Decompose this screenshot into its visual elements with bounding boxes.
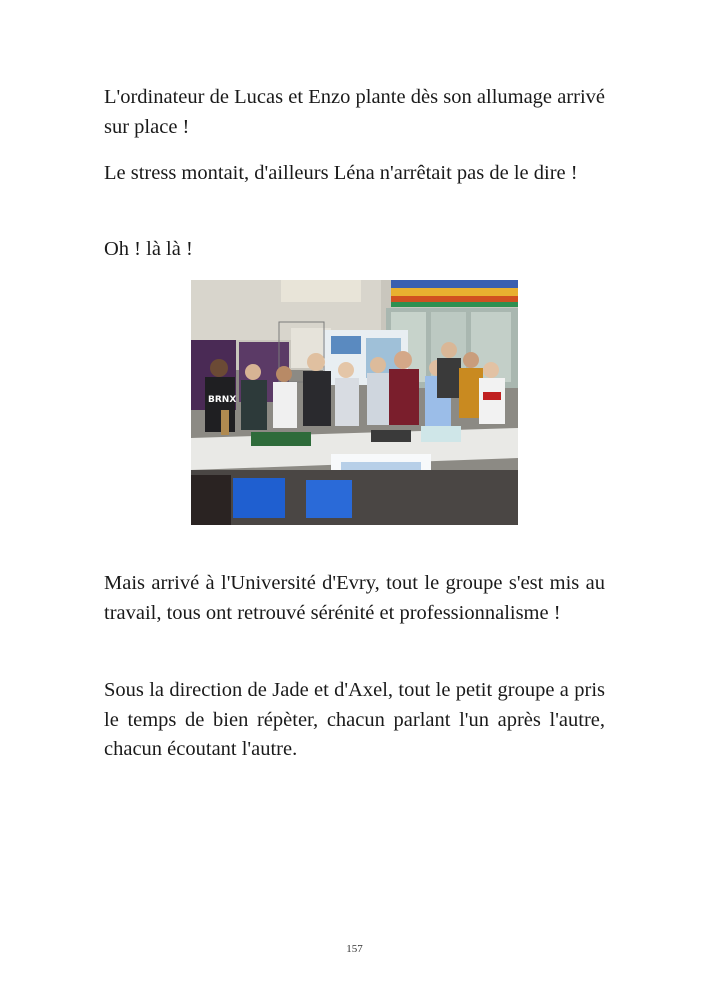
paragraph-3: Oh ! là là ! — [104, 238, 193, 260]
paragraph-2: Le stress montait, d'ailleurs Léna n'arrêtait pas de le dire ! — [104, 162, 578, 184]
group-photo — [191, 280, 518, 525]
shirt-text: BRNX — [208, 395, 237, 405]
paragraph-5: Sous la direction de Jade et d'Axel, tout le petit groupe a pris le temps de bien répèter, chacun parlant l'un après l'autre, chacun écoutant l'autre. — [104, 679, 605, 760]
paragraph-1: L'ordinateur de Lucas et Enzo plante dès son allumage arrivé sur place ! — [104, 86, 605, 138]
paragraph-4: Mais arrivé à l'Université d'Evry, tout le groupe s'est mis au travail, tous ont retrouvé sérénité et professionnalisme ! — [104, 572, 605, 624]
page-number: 157 — [346, 943, 363, 955]
